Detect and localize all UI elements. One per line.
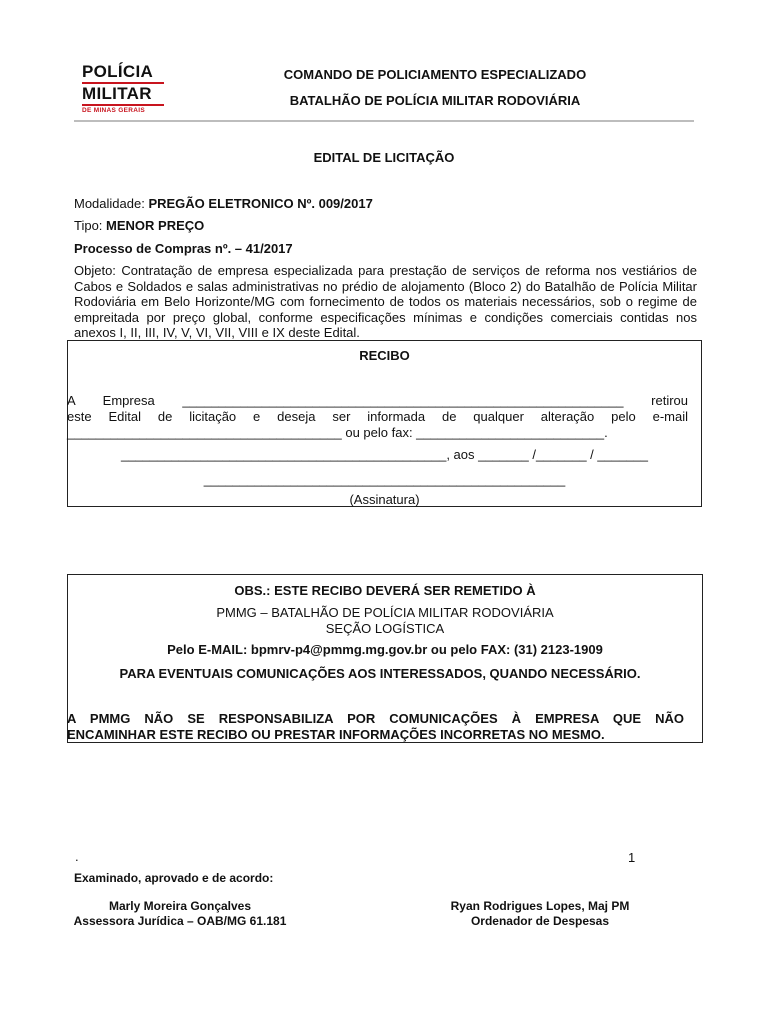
- obs-contact-line: Pelo E-MAIL: bpmrv-p4@pmmg.mg.gov.br ou pelo FAX: (31) 2123-1909: [167, 642, 603, 657]
- signatory-left-role: Assessora Jurídica – OAB/MG 61.181: [73, 914, 287, 928]
- approval-statement: Examinado, aprovado e de acordo:: [74, 871, 274, 885]
- logo-text-minas: DE MINAS GERAIS: [82, 107, 146, 114]
- tipo-row: [74, 218, 694, 233]
- objeto-paragraph: Objeto: Contratação de empresa especializada para prestação de serviços de reforma nos vestiários de Cabos e Soldados e salas administrativas no prédio de alojamento (Bloco 2) do Batalhão de Polícia Militar Rodoviária em Belo Horizonte/MG com fornecimento de todos os materiais necessários, sob o regime de empreitada por preço global, conforme especificações mínimas e condições comerciais contidas nos anexos I, II, III, IV, V, VI, VII, VIII e IX deste Edital.: [74, 263, 697, 341]
- obs-disclaimer-line-2: ENCAMINHAR ESTE RECIBO OU PRESTAR INFORMAÇÕES INCORRETAS NO MESMO.: [67, 727, 605, 742]
- recibo-line-empresa: A Empresa _____________________________________________________________ retirou: [67, 393, 688, 408]
- recibo-line-date: _____________________________________________, aos _______ /_______ / _______: [120, 447, 649, 462]
- page-number: 1: [628, 850, 636, 865]
- recibo-assinatura-label: (Assinatura): [349, 492, 420, 507]
- obs-line-1: OBS.: ESTE RECIBO DEVERÁ SER REMETIDO À: [234, 583, 536, 598]
- page-title: EDITAL DE LICITAÇÃO: [313, 150, 455, 165]
- obs-line-5: PARA EVENTUAIS COMUNICAÇÕES AOS INTERESSADOS, QUANDO NECESSÁRIO.: [119, 666, 641, 681]
- signatory-left-name: Marly Moreira Gonçalves: [108, 899, 252, 913]
- modalidade-label: Modalidade:: [74, 196, 149, 211]
- signatory-right-name: Ryan Rodrigues Lopes, Maj PM: [450, 899, 630, 913]
- modalidade-row: [74, 196, 694, 211]
- signatory-right-role: Ordenador de Despesas: [470, 914, 610, 928]
- modalidade-value: PREGÃO ELETRONICO Nº. 009/2017: [148, 196, 373, 211]
- footer-dot: .: [75, 849, 79, 864]
- tipo-label: Tipo:: [74, 218, 107, 233]
- processo-row: Processo de Compras nº. – 41/2017: [74, 241, 293, 256]
- recibo-line-edital: este Edital de licitação e deseja ser informada de qualquer alteração pelo e-mail: [67, 409, 688, 424]
- pmmg-logo: [82, 62, 172, 118]
- header-divider: [74, 120, 694, 122]
- header-line-2: BATALHÃO DE POLÍCIA MILITAR RODOVIÁRIA: [289, 93, 581, 108]
- obs-line-2: PMMG – BATALHÃO DE POLÍCIA MILITAR RODOVIÁRIA: [216, 605, 554, 620]
- obs-line-3: SEÇÃO LOGÍSTICA: [325, 621, 445, 636]
- header-line-1: COMANDO DE POLICIAMENTO ESPECIALIZADO: [283, 67, 587, 82]
- recibo-signature-line: __________________________________________________: [203, 472, 566, 487]
- tipo-value: MENOR PREÇO: [106, 218, 205, 233]
- logo-text-policia: POLÍCIA: [82, 62, 154, 81]
- recibo-line-fax: ______________________________________ ou pelo fax: __________________________.: [67, 425, 608, 440]
- recibo-title: RECIBO: [359, 348, 410, 363]
- obs-disclaimer-line-1: A PMMG NÃO SE RESPONSABILIZA POR COMUNICAÇÕES À EMPRESA QUE NÃO: [67, 711, 684, 726]
- logo-text-militar: MILITAR: [82, 84, 152, 103]
